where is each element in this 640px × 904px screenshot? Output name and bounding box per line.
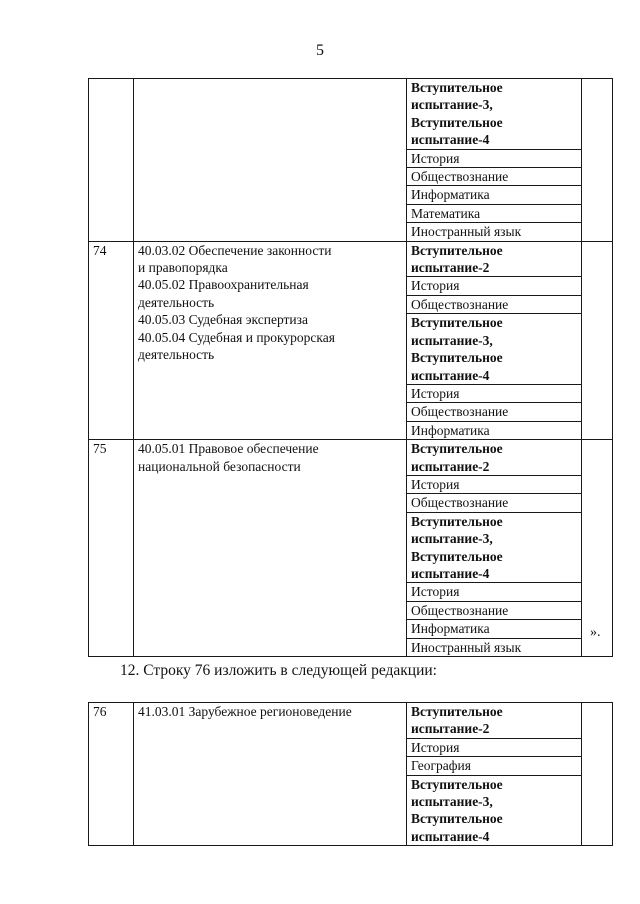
text-line: испытание-4: [411, 132, 490, 148]
exam-subject: [407, 739, 582, 757]
exam-subject: [407, 223, 582, 240]
empty-cell: [582, 241, 613, 439]
exams-cell: [407, 703, 582, 846]
exam-subject: [407, 639, 582, 656]
text-line: 40.05.03 Судебная экспертиза: [138, 312, 308, 328]
page-number: 5: [316, 42, 324, 59]
specialty-cell: [134, 703, 407, 846]
empty-cell: [582, 79, 613, 242]
exams-cell: [407, 241, 582, 439]
exams-cell: [407, 79, 582, 242]
row-number-cell: 74: [89, 241, 134, 439]
specialty-cell: [134, 440, 407, 657]
paragraph-12: 12. Строку 76 изложить в следующей редакции:: [120, 662, 437, 679]
text-line: Обществознание: [411, 602, 509, 618]
text-line: Вступительное: [411, 80, 503, 95]
exam-subject: [407, 186, 582, 204]
row-number-cell: [89, 79, 134, 242]
text-line: деятельность: [138, 294, 215, 310]
specialty-cell: [134, 241, 407, 439]
text-line: испытание-2: [411, 721, 490, 737]
text-line: испытание-2: [411, 260, 490, 276]
text-line: Вступительное: [411, 242, 503, 258]
text-line: Вступительное: [411, 441, 503, 457]
exam-group-heading: [407, 242, 582, 278]
exam-subject: [407, 494, 582, 512]
exam-subject: [407, 205, 582, 223]
empty-cell: [582, 703, 613, 846]
table-row-75: [89, 440, 613, 657]
empty-cell: [582, 440, 613, 657]
text-line: География: [411, 758, 471, 774]
text-line: 40.05.04 Судебная и прокурорская: [138, 329, 335, 345]
text-line: 40.05.01 Правовое обеспечение: [138, 441, 319, 457]
exam-table-76: [88, 702, 613, 846]
exams-cell: [407, 440, 582, 657]
exam-subject: [407, 583, 582, 601]
text-line: Вступительное: [411, 350, 503, 366]
text-line: Обществознание: [411, 169, 509, 185]
exam-subject: [407, 168, 582, 186]
text-line: испытание-3,: [411, 531, 493, 547]
row-number-cell: 75: [89, 440, 134, 657]
text-line: испытание-3,: [411, 97, 493, 113]
exam-subject: [407, 385, 582, 403]
text-line: 40.03.02 Обеспечение законности: [138, 242, 332, 258]
text-line: 40.05.02 Правоохранительная: [138, 277, 309, 293]
exam-subject: [407, 476, 582, 494]
text-line: История: [411, 278, 460, 294]
text-line: Иностранный язык: [411, 224, 522, 240]
exam-table-continued: [88, 78, 613, 657]
text-line: Вступительное: [411, 704, 503, 719]
text-line: Вступительное: [411, 513, 503, 529]
exam-subject: [407, 422, 582, 439]
text-line: Вступительное: [411, 548, 503, 564]
text-line: Обществознание: [411, 495, 509, 511]
exam-group-heading: [407, 776, 582, 846]
text-line: Математика: [411, 205, 481, 221]
exam-subject: [407, 620, 582, 638]
text-line: испытание-3,: [411, 794, 493, 810]
text-line: История: [411, 150, 460, 166]
text-line: и правопорядка: [138, 260, 228, 276]
text-line: испытание-4: [411, 565, 490, 581]
text-line: 41.03.01 Зарубежное регионоведение: [138, 704, 352, 719]
exam-group-heading: [407, 513, 582, 584]
text-line: Иностранный язык: [411, 639, 522, 655]
text-line: Информатика: [411, 621, 490, 637]
text-line: Вступительное: [411, 114, 503, 130]
exam-group-heading: [407, 703, 582, 739]
text-line: Обществознание: [411, 296, 509, 312]
text-line: Вступительное: [411, 315, 503, 331]
exam-group-heading: [407, 314, 582, 385]
exam-group-heading: [407, 79, 582, 150]
text-line: История: [411, 476, 460, 492]
text-line: испытание-2: [411, 458, 490, 474]
text-line: История: [411, 739, 460, 755]
text-line: История: [411, 584, 460, 600]
table-row-76: [89, 703, 613, 846]
exam-group-heading: [407, 440, 582, 476]
text-line: Информатика: [411, 187, 490, 203]
exam-subject: [407, 296, 582, 314]
text-line: испытание-4: [411, 367, 490, 383]
text-line: деятельность: [138, 347, 215, 363]
exam-subject: [407, 757, 582, 775]
exam-subject: [407, 602, 582, 620]
text-line: национальной безопасности: [138, 458, 301, 474]
exam-subject: [407, 277, 582, 295]
text-line: испытание-3,: [411, 332, 493, 348]
table-row-74: [89, 241, 613, 439]
closing-quote: ».: [590, 625, 601, 640]
table-row-continuation: [89, 79, 613, 242]
exam-subject: [407, 150, 582, 168]
specialty-cell: [134, 79, 407, 242]
text-line: Информатика: [411, 422, 490, 438]
text-line: Вступительное: [411, 776, 503, 792]
text-line: Вступительное: [411, 811, 503, 827]
text-line: испытание-4: [411, 828, 490, 844]
text-line: История: [411, 385, 460, 401]
row-number-cell: 76: [89, 703, 134, 846]
text-line: Обществознание: [411, 404, 509, 420]
exam-subject: [407, 403, 582, 421]
